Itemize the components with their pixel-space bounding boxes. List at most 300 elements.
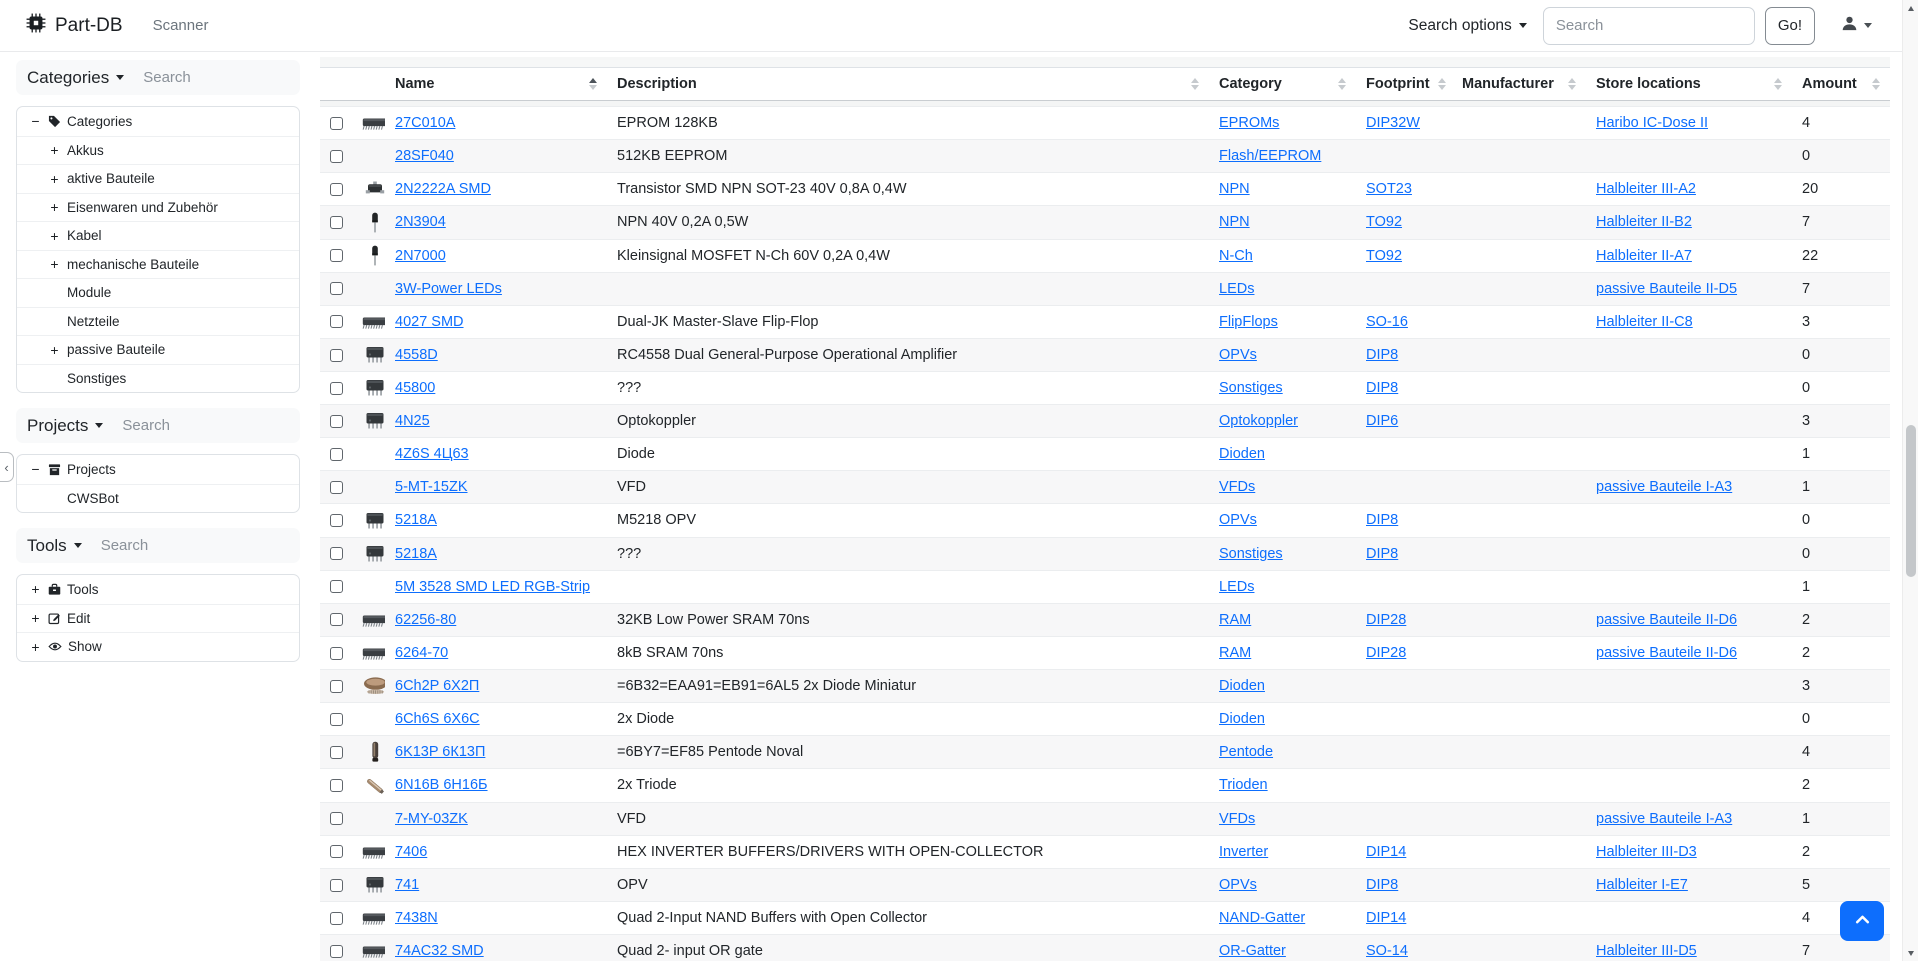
cell-store_location bbox=[1586, 570, 1792, 603]
cell-name bbox=[385, 703, 607, 736]
category-link[interactable]: Optokoppler bbox=[1219, 413, 1298, 430]
cell-name bbox=[385, 570, 607, 603]
category-link[interactable]: Sonstiges bbox=[1219, 545, 1283, 562]
category-link[interactable]: OPVs bbox=[1219, 876, 1257, 893]
tube-vertical-photo[interactable] bbox=[362, 741, 385, 763]
triangle-down-icon bbox=[1438, 85, 1446, 90]
tree-item-akkus[interactable] bbox=[17, 136, 299, 165]
cell-description: Quad 2- input OR gate bbox=[607, 935, 1209, 961]
column-header-amount[interactable] bbox=[1792, 68, 1890, 101]
cell-select bbox=[320, 206, 352, 239]
row-checkbox[interactable] bbox=[330, 150, 343, 163]
tree-item-show[interactable] bbox=[17, 632, 299, 661]
cell-name bbox=[385, 769, 607, 802]
category-link[interactable]: N-Ch bbox=[1219, 247, 1253, 264]
cell-select bbox=[320, 140, 352, 173]
store_location-link[interactable]: Halbleiter II-A7 bbox=[1596, 247, 1692, 264]
row-checkbox[interactable] bbox=[330, 912, 343, 925]
tree-tools bbox=[16, 574, 300, 662]
cell-amount: 1 bbox=[1792, 570, 1890, 603]
cell-select bbox=[320, 769, 352, 802]
footprint-link[interactable]: DIP14 bbox=[1366, 910, 1407, 926]
chevron-up-icon bbox=[1854, 912, 1871, 930]
cell-category bbox=[1209, 173, 1356, 206]
cell-description: Transistor SMD NPN SOT-23 40V 0,8A 0,4W bbox=[607, 173, 1209, 206]
dip-ic-photo[interactable] bbox=[362, 311, 385, 333]
category-link[interactable]: Flash/EEPROM bbox=[1219, 148, 1322, 165]
cell-store_location bbox=[1586, 935, 1792, 961]
row-checkbox[interactable] bbox=[330, 713, 343, 726]
footprint-link[interactable]: SO-16 bbox=[1366, 313, 1408, 330]
table-row bbox=[320, 603, 1890, 636]
app-brand[interactable] bbox=[26, 13, 123, 39]
store_location-link[interactable]: Halbleiter III-D3 bbox=[1596, 843, 1697, 860]
expand-plus-icon[interactable]: + bbox=[31, 610, 40, 627]
cell-amount: 7 bbox=[1792, 272, 1890, 305]
cell-select bbox=[320, 239, 352, 272]
footprint-link[interactable]: DIP8 bbox=[1366, 876, 1399, 893]
row-checkbox[interactable] bbox=[330, 415, 343, 428]
store_location-link[interactable]: Halbleiter II-B2 bbox=[1596, 214, 1692, 231]
cell-select bbox=[320, 670, 352, 703]
row-checkbox[interactable] bbox=[330, 349, 343, 362]
cell-category bbox=[1209, 670, 1356, 703]
cell-category bbox=[1209, 338, 1356, 371]
row-checkbox[interactable] bbox=[330, 945, 343, 958]
name-link[interactable]: 5-MT-15ZK bbox=[395, 479, 468, 496]
footprint-link[interactable]: TO92 bbox=[1366, 214, 1403, 231]
name-link[interactable]: 2N2222A SMD bbox=[395, 181, 491, 198]
cell-image bbox=[352, 636, 385, 669]
cell-footprint bbox=[1356, 802, 1452, 835]
column-label: Store locations bbox=[1596, 76, 1701, 92]
row-checkbox[interactable] bbox=[330, 183, 343, 196]
search-go-button[interactable]: Go! bbox=[1765, 7, 1815, 45]
cell-select bbox=[320, 504, 352, 537]
column-header-store_location[interactable] bbox=[1586, 68, 1792, 101]
name-link[interactable]: 4N25 bbox=[395, 413, 430, 430]
table-row bbox=[320, 140, 1890, 173]
category-link[interactable]: OR-Gatter bbox=[1219, 943, 1286, 960]
row-checkbox[interactable] bbox=[330, 216, 343, 229]
store_location-link[interactable]: passive Bauteile I-A3 bbox=[1596, 810, 1733, 827]
cell-image bbox=[352, 438, 385, 471]
store_location-link[interactable]: Halbleiter III-A2 bbox=[1596, 181, 1696, 198]
app-title: Part-DB bbox=[55, 14, 123, 36]
cpu-icon bbox=[26, 13, 46, 39]
scrollbar-up-arrow[interactable] bbox=[1903, 0, 1918, 16]
cell-amount: 1 bbox=[1792, 438, 1890, 471]
sort-icon[interactable] bbox=[1872, 78, 1880, 90]
main-content bbox=[320, 57, 1890, 961]
expand-plus-icon[interactable]: + bbox=[50, 256, 59, 273]
tree-item-edit[interactable] bbox=[17, 604, 299, 633]
table-body bbox=[320, 101, 1890, 961]
tree-item-module[interactable] bbox=[17, 278, 299, 307]
user-menu[interactable] bbox=[1841, 15, 1872, 37]
name-link[interactable]: 5218A bbox=[395, 545, 437, 562]
cell-name bbox=[385, 835, 607, 868]
dip8-ic-photo[interactable] bbox=[362, 543, 385, 565]
cell-manufacturer bbox=[1452, 901, 1586, 934]
scrollbar-down-arrow[interactable] bbox=[1903, 945, 1918, 961]
column-header-select bbox=[320, 68, 352, 101]
cell-store_location bbox=[1586, 802, 1792, 835]
cell-image bbox=[352, 372, 385, 405]
cell-amount: 2 bbox=[1792, 769, 1890, 802]
cell-description: M5218 OPV bbox=[607, 504, 1209, 537]
cell-manufacturer bbox=[1452, 570, 1586, 603]
category-link[interactable]: EPROMs bbox=[1219, 115, 1280, 132]
cell-store_location bbox=[1586, 405, 1792, 438]
tree-item-projects[interactable] bbox=[17, 455, 299, 484]
cell-amount: 0 bbox=[1792, 504, 1890, 537]
cell-category bbox=[1209, 703, 1356, 736]
table-row bbox=[320, 835, 1890, 868]
footprint-link[interactable]: DIP8 bbox=[1366, 545, 1399, 562]
column-header-footprint[interactable] bbox=[1356, 68, 1452, 101]
cell-amount: 7 bbox=[1792, 935, 1890, 961]
tree-item-categories[interactable] bbox=[17, 107, 299, 136]
cell-image bbox=[352, 272, 385, 305]
vertical-scrollbar[interactable] bbox=[1902, 0, 1918, 961]
footprint-link[interactable]: SO-14 bbox=[1366, 943, 1408, 960]
to92-photo[interactable] bbox=[362, 212, 385, 234]
dip-ic-photo[interactable] bbox=[362, 112, 385, 134]
cell-footprint bbox=[1356, 272, 1452, 305]
category-link[interactable]: Dioden bbox=[1219, 678, 1265, 695]
row-checkbox[interactable] bbox=[330, 879, 343, 892]
panel-header-categories bbox=[16, 60, 300, 95]
row-checkbox[interactable] bbox=[330, 547, 343, 560]
row-checkbox[interactable] bbox=[330, 613, 343, 626]
column-header-manufacturer[interactable] bbox=[1452, 68, 1586, 101]
cell-category bbox=[1209, 405, 1356, 438]
category-link[interactable]: Pentode bbox=[1219, 744, 1274, 761]
cell-image bbox=[352, 471, 385, 504]
cell-select bbox=[320, 338, 352, 371]
tree-item-eisenwaren-und-zubeh-r[interactable] bbox=[17, 193, 299, 222]
tree-item-label: Show bbox=[68, 639, 102, 655]
cell-manufacturer bbox=[1452, 438, 1586, 471]
cell-category bbox=[1209, 372, 1356, 405]
dip-ic-photo[interactable] bbox=[362, 609, 385, 631]
category-link[interactable]: OPVs bbox=[1219, 346, 1257, 363]
global-search-input[interactable] bbox=[1543, 7, 1755, 45]
cell-select bbox=[320, 173, 352, 206]
cell-select bbox=[320, 107, 352, 140]
name-link[interactable]: 62256-80 bbox=[395, 611, 457, 628]
search-options-dropdown[interactable] bbox=[1408, 17, 1526, 35]
sot23-photo[interactable] bbox=[362, 178, 385, 200]
expand-plus-icon[interactable]: + bbox=[50, 170, 59, 187]
name-link[interactable]: 2N7000 bbox=[395, 247, 446, 264]
store_location-link[interactable]: passive Bauteile I-A3 bbox=[1596, 479, 1733, 496]
table-header-row bbox=[320, 68, 1890, 101]
tree-item-label: Module bbox=[67, 285, 112, 301]
name-link[interactable]: 741 bbox=[395, 876, 420, 893]
name-link[interactable]: 4027 SMD bbox=[395, 313, 464, 330]
row-checkbox[interactable] bbox=[330, 746, 343, 759]
name-link[interactable]: 4Z6S 4Ц63 bbox=[395, 446, 469, 463]
cell-image bbox=[352, 603, 385, 636]
name-link[interactable]: 27C010A bbox=[395, 115, 456, 132]
store_location-link[interactable]: Halbleiter II-C8 bbox=[1596, 313, 1693, 330]
chevron-down-icon bbox=[74, 543, 82, 548]
category-link[interactable]: NAND-Gatter bbox=[1219, 910, 1306, 926]
sort-icon[interactable] bbox=[1774, 78, 1782, 90]
triangle-down-icon bbox=[1908, 951, 1914, 956]
panel-dropdown-tools[interactable] bbox=[27, 536, 82, 556]
cell-manufacturer bbox=[1452, 736, 1586, 769]
name-link[interactable]: 28SF040 bbox=[395, 148, 454, 165]
name-link[interactable]: 5218A bbox=[395, 512, 437, 529]
store_location-link[interactable]: Halbleiter I-E7 bbox=[1596, 876, 1688, 893]
dip8-ic-photo[interactable] bbox=[362, 874, 385, 896]
store_location-link[interactable]: passive Bauteile II-D5 bbox=[1596, 280, 1738, 297]
row-checkbox[interactable] bbox=[330, 282, 343, 295]
cell-category bbox=[1209, 736, 1356, 769]
dip-ic-photo[interactable] bbox=[362, 841, 385, 863]
row-checkbox[interactable] bbox=[330, 680, 343, 693]
row-checkbox[interactable] bbox=[330, 448, 343, 461]
tree-item-cwsbot[interactable] bbox=[17, 484, 299, 513]
store_location-link[interactable]: passive Bauteile II-D6 bbox=[1596, 611, 1738, 628]
tube-horizontal-photo[interactable] bbox=[362, 675, 385, 697]
sort-icon[interactable] bbox=[1338, 78, 1346, 90]
tree-projects bbox=[16, 454, 300, 513]
row-checkbox[interactable] bbox=[330, 779, 343, 792]
store_location-link[interactable]: Haribo IC-Dose II bbox=[1596, 115, 1709, 132]
row-checkbox[interactable] bbox=[330, 845, 343, 858]
cell-footprint bbox=[1356, 670, 1452, 703]
tree-item-passive-bauteile[interactable] bbox=[17, 335, 299, 364]
dip-ic-photo[interactable] bbox=[362, 940, 385, 961]
footprint-link[interactable]: DIP8 bbox=[1366, 512, 1399, 529]
name-link[interactable]: 7438N bbox=[395, 910, 438, 926]
cell-amount: 1 bbox=[1792, 471, 1890, 504]
collapse-minus-icon[interactable]: − bbox=[31, 461, 40, 478]
row-checkbox[interactable] bbox=[330, 382, 343, 395]
tree-item-tools[interactable] bbox=[17, 575, 299, 604]
dip8-ic-photo[interactable] bbox=[362, 377, 385, 399]
tree-item-mechanische-bauteile[interactable] bbox=[17, 250, 299, 279]
category-link[interactable]: Sonstiges bbox=[1219, 380, 1283, 397]
category-link[interactable]: OPVs bbox=[1219, 512, 1257, 529]
name-link[interactable]: 7406 bbox=[395, 843, 428, 860]
cell-amount: 2 bbox=[1792, 603, 1890, 636]
footprint-link[interactable]: DIP14 bbox=[1366, 843, 1407, 860]
cell-store_location bbox=[1586, 471, 1792, 504]
row-checkbox[interactable] bbox=[330, 315, 343, 328]
store_location-link[interactable]: Halbleiter III-D5 bbox=[1596, 943, 1697, 960]
footprint-link[interactable]: DIP28 bbox=[1366, 611, 1407, 628]
category-link[interactable]: RAM bbox=[1219, 611, 1252, 628]
category-link[interactable]: Dioden bbox=[1219, 446, 1265, 463]
cell-select bbox=[320, 802, 352, 835]
expand-plus-icon[interactable]: + bbox=[31, 638, 40, 655]
cell-store_location bbox=[1586, 636, 1792, 669]
category-link[interactable]: VFDs bbox=[1219, 479, 1256, 496]
category-link[interactable]: NPN bbox=[1219, 181, 1250, 198]
panel-search-input-categories[interactable] bbox=[141, 68, 251, 87]
sort-icon[interactable] bbox=[1568, 78, 1576, 90]
name-link[interactable]: 6K13P 6К13П bbox=[395, 744, 486, 761]
cell-amount: 0 bbox=[1792, 703, 1890, 736]
tree-item-netzteile[interactable] bbox=[17, 307, 299, 336]
triangle-down-icon bbox=[1872, 85, 1880, 90]
category-link[interactable]: LEDs bbox=[1219, 280, 1255, 297]
sort-icon[interactable] bbox=[1191, 78, 1199, 90]
name-link[interactable]: 6N16B 6Н16Б bbox=[395, 777, 488, 794]
column-header-description[interactable] bbox=[607, 68, 1209, 101]
footprint-link[interactable]: DIP8 bbox=[1366, 346, 1399, 363]
cell-store_location bbox=[1586, 173, 1792, 206]
panel-search-input-tools[interactable] bbox=[99, 536, 209, 555]
expand-plus-icon[interactable]: + bbox=[31, 581, 40, 598]
cell-footprint bbox=[1356, 504, 1452, 537]
dip8-ic-photo[interactable] bbox=[362, 344, 385, 366]
name-link[interactable]: 3W-Power LEDs bbox=[395, 280, 502, 297]
footprint-link[interactable]: DIP8 bbox=[1366, 380, 1399, 397]
cell-manufacturer bbox=[1452, 670, 1586, 703]
tree-item-sonstiges[interactable] bbox=[17, 364, 299, 393]
panel-search-input-projects[interactable] bbox=[120, 416, 230, 435]
dip-ic-photo[interactable] bbox=[362, 642, 385, 664]
name-link[interactable]: 5M 3528 SMD LED RGB-Strip bbox=[395, 578, 591, 595]
cell-description: 512KB EEPROM bbox=[607, 140, 1209, 173]
cell-image bbox=[352, 305, 385, 338]
row-checkbox[interactable] bbox=[330, 249, 343, 262]
cell-description: =6BY7=EF85 Pentode Noval bbox=[607, 736, 1209, 769]
sort-icon[interactable] bbox=[1438, 78, 1446, 90]
row-checkbox[interactable] bbox=[330, 580, 343, 593]
panel-dropdown-projects[interactable] bbox=[27, 416, 103, 436]
cell-footprint bbox=[1356, 570, 1452, 603]
cell-description: 8kB SRAM 70ns bbox=[607, 636, 1209, 669]
tree-item-label: Eisenwaren und Zubehör bbox=[67, 199, 218, 215]
footprint-link[interactable]: DIP32W bbox=[1366, 115, 1420, 132]
name-link[interactable]: 6264-70 bbox=[395, 644, 449, 661]
footprint-link[interactable]: DIP28 bbox=[1366, 644, 1407, 661]
dip8-ic-photo[interactable] bbox=[362, 510, 385, 532]
category-link[interactable]: LEDs bbox=[1219, 578, 1255, 595]
row-checkbox[interactable] bbox=[330, 481, 343, 494]
cell-name bbox=[385, 107, 607, 140]
cell-description: OPV bbox=[607, 868, 1209, 901]
chevron-left-icon: ‹ bbox=[4, 459, 9, 475]
cell-footprint bbox=[1356, 239, 1452, 272]
cell-description: NPN 40V 0,2A 0,5W bbox=[607, 206, 1209, 239]
sidebar bbox=[16, 57, 300, 677]
category-link[interactable]: VFDs bbox=[1219, 810, 1256, 827]
row-checkbox[interactable] bbox=[330, 117, 343, 130]
cell-select bbox=[320, 537, 352, 570]
name-link[interactable]: 6Ch2P 6Х2П bbox=[395, 678, 480, 695]
cell-manufacturer bbox=[1452, 868, 1586, 901]
sidebar-collapse-handle[interactable] bbox=[0, 452, 14, 482]
cell-footprint bbox=[1356, 140, 1452, 173]
category-link[interactable]: Trioden bbox=[1219, 777, 1268, 794]
cell-footprint bbox=[1356, 935, 1452, 961]
footprint-link[interactable]: SOT23 bbox=[1366, 181, 1412, 198]
cell-description bbox=[607, 272, 1209, 305]
collapse-minus-icon[interactable]: − bbox=[31, 113, 40, 130]
row-checkbox[interactable] bbox=[330, 514, 343, 527]
chevron-down-icon bbox=[1519, 23, 1527, 28]
cell-footprint bbox=[1356, 438, 1452, 471]
column-header-category[interactable] bbox=[1209, 68, 1356, 101]
cell-amount: 1 bbox=[1792, 802, 1890, 835]
footprint-link[interactable]: DIP6 bbox=[1366, 413, 1399, 430]
category-link[interactable]: NPN bbox=[1219, 214, 1250, 231]
row-checkbox[interactable] bbox=[330, 647, 343, 660]
scrollbar-thumb[interactable] bbox=[1906, 425, 1916, 577]
sidebar-panels bbox=[16, 60, 300, 662]
expand-plus-icon[interactable]: + bbox=[50, 227, 59, 244]
cell-image bbox=[352, 769, 385, 802]
name-link[interactable]: 2N3904 bbox=[395, 214, 446, 231]
name-link[interactable]: 4558D bbox=[395, 346, 438, 363]
tree-item-label: passive Bauteile bbox=[67, 342, 166, 358]
dip8-ic-photo[interactable] bbox=[362, 410, 385, 432]
expand-plus-icon[interactable]: + bbox=[50, 341, 59, 358]
category-link[interactable]: Inverter bbox=[1219, 843, 1269, 860]
cell-store_location bbox=[1586, 107, 1792, 140]
panel-dropdown-categories[interactable] bbox=[27, 68, 124, 88]
tree-item-aktive-bauteile[interactable] bbox=[17, 164, 299, 193]
nav-scanner-link[interactable]: Scanner bbox=[152, 17, 209, 34]
cell-amount: 2 bbox=[1792, 835, 1890, 868]
cell-category bbox=[1209, 935, 1356, 961]
cell-name bbox=[385, 405, 607, 438]
expand-plus-icon[interactable]: + bbox=[50, 142, 59, 159]
cell-manufacturer bbox=[1452, 603, 1586, 636]
tree-item-kabel[interactable] bbox=[17, 221, 299, 250]
category-link[interactable]: Dioden bbox=[1219, 711, 1265, 728]
scroll-to-top-button[interactable] bbox=[1840, 901, 1884, 941]
cell-store_location bbox=[1586, 901, 1792, 934]
row-checkbox[interactable] bbox=[330, 812, 343, 825]
cell-amount: 0 bbox=[1792, 338, 1890, 371]
tube-diagonal-photo[interactable] bbox=[362, 775, 385, 797]
column-header-name[interactable] bbox=[385, 68, 607, 101]
cell-description: EPROM 128KB bbox=[607, 107, 1209, 140]
tree-item-label: Edit bbox=[67, 610, 91, 626]
name-link[interactable]: 7-MY-03ZK bbox=[395, 810, 468, 827]
cell-name bbox=[385, 173, 607, 206]
to92-photo[interactable] bbox=[362, 245, 385, 267]
column-label: Name bbox=[395, 76, 435, 92]
store_location-link[interactable]: passive Bauteile II-D6 bbox=[1596, 644, 1738, 661]
cell-name bbox=[385, 537, 607, 570]
triangle-up-icon bbox=[1872, 78, 1880, 83]
name-link[interactable]: 45800 bbox=[395, 380, 436, 397]
dip-ic-photo[interactable] bbox=[362, 907, 385, 929]
cell-category bbox=[1209, 140, 1356, 173]
name-link[interactable]: 6Ch6S 6Х6С bbox=[395, 711, 480, 728]
cell-footprint bbox=[1356, 471, 1452, 504]
expand-plus-icon[interactable]: + bbox=[50, 199, 59, 216]
name-link[interactable]: 74AC32 SMD bbox=[395, 943, 484, 960]
tree-item-label: Kabel bbox=[67, 228, 102, 244]
cell-name bbox=[385, 736, 607, 769]
category-link[interactable]: FlipFlops bbox=[1219, 313, 1278, 330]
footprint-link[interactable]: TO92 bbox=[1366, 247, 1403, 264]
cell-description: ??? bbox=[607, 537, 1209, 570]
category-link[interactable]: RAM bbox=[1219, 644, 1252, 661]
sort-ascending-icon[interactable] bbox=[589, 78, 597, 90]
